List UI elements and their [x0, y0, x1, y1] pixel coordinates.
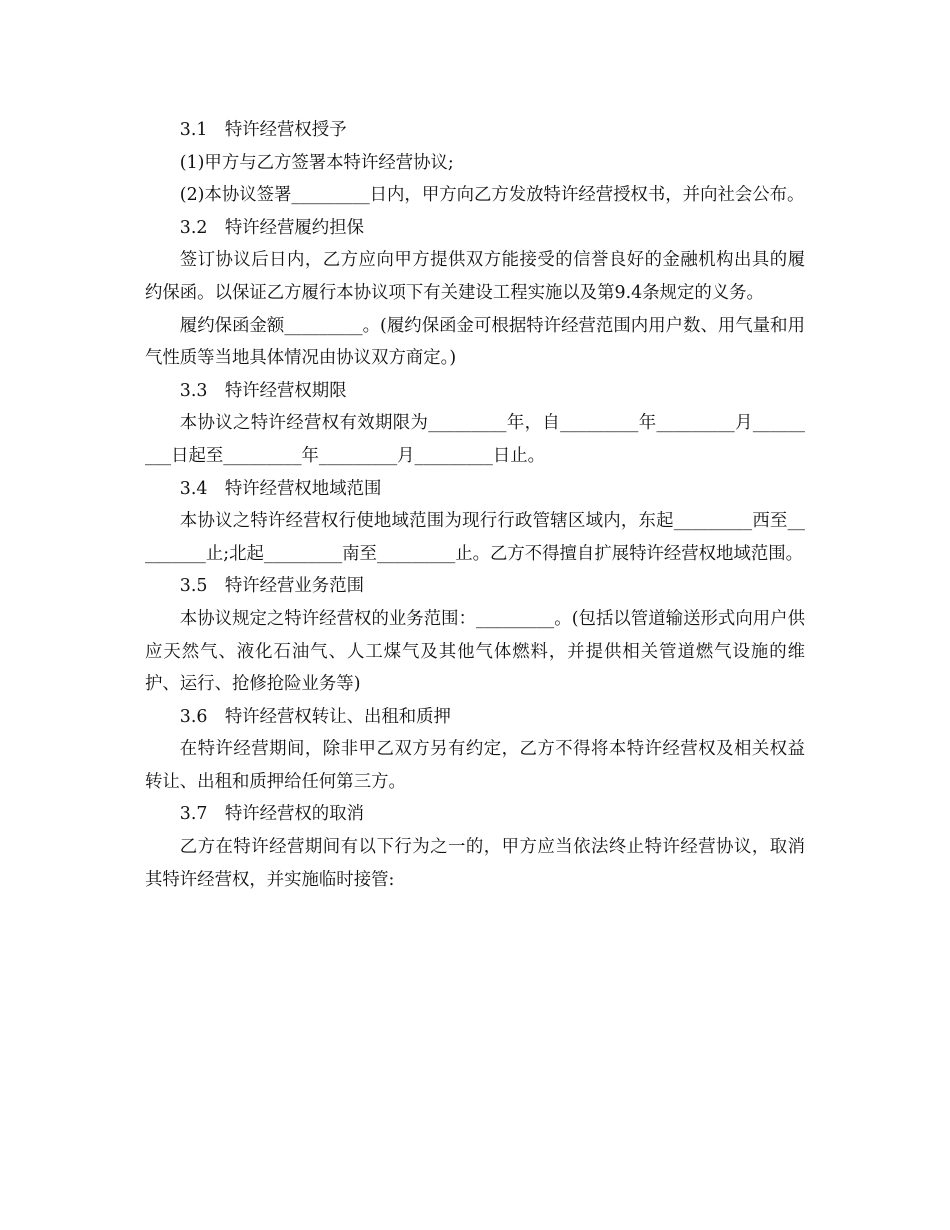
section-heading: 3.4 特许经营权地域范围 [179, 478, 382, 499]
section-heading: 3.2 特许经营履约担保 [179, 217, 364, 238]
document-page [145, 114, 805, 896]
paragraph: (1)甲方与乙方签署本特许经营协议; [179, 152, 454, 173]
section-heading: 3.1 特许经营权授予 [179, 120, 347, 140]
section-heading: 3.3 特许经营权期限 [179, 380, 347, 401]
section-heading: 3.5 特许经营业务范围 [179, 576, 364, 597]
paragraph: 履约保函金额_________。(履约保函金可根据特许经营范围内用户数、用气量和用气性质等当地具体情况由协议双方商定。) [145, 315, 805, 369]
paragraph: 在特许经营期间，除非甲乙双方另有约定，乙方不得将本特许经营权及相关权益转让、出租和质押给任何第三方。 [145, 739, 805, 792]
section-heading: 3.7 特许经营权的取消 [179, 804, 364, 825]
paragraph: 本协议之特许经营权有效期限为_________年，自_________年_________月_________日起至_________年_________月_________日止。 [145, 413, 805, 466]
paragraph: 签订协议后日内，乙方应向甲方提供双方能接受的信誉良好的金融机构出具的履约保函。以保证乙方履行本协议项下有关建设工程实施以及第9.4条规定的义务。 [145, 250, 805, 303]
paragraph: 本协议规定之特许经营权的业务范围：_________。(包括以管道输送形式向用户供应天然气、液化石油气、人工煤气及其他气体燃料，并提供相关管道燃气设施的维护、运行、抢修抢险业务等) [145, 608, 805, 695]
paragraph: 乙方在特许经营期间有以下行为之一的，甲方应当依法终止特许经营协议，取消其特许经营权，并实施临时接管: [145, 837, 805, 890]
paragraph: (2)本协议签署_________日内，甲方向乙方发放特许经营授权书，并向社会公布。 [179, 185, 805, 206]
paragraph: 本协议之特许经营权行使地域范围为现行行政管辖区域内，东起_________西至_________止;北起_________南至_________止。乙方不得擅自扩展特许经营权地域范围。 [145, 511, 805, 564]
section-heading: 3.6 特许经营权转让、出租和质押 [179, 706, 451, 727]
